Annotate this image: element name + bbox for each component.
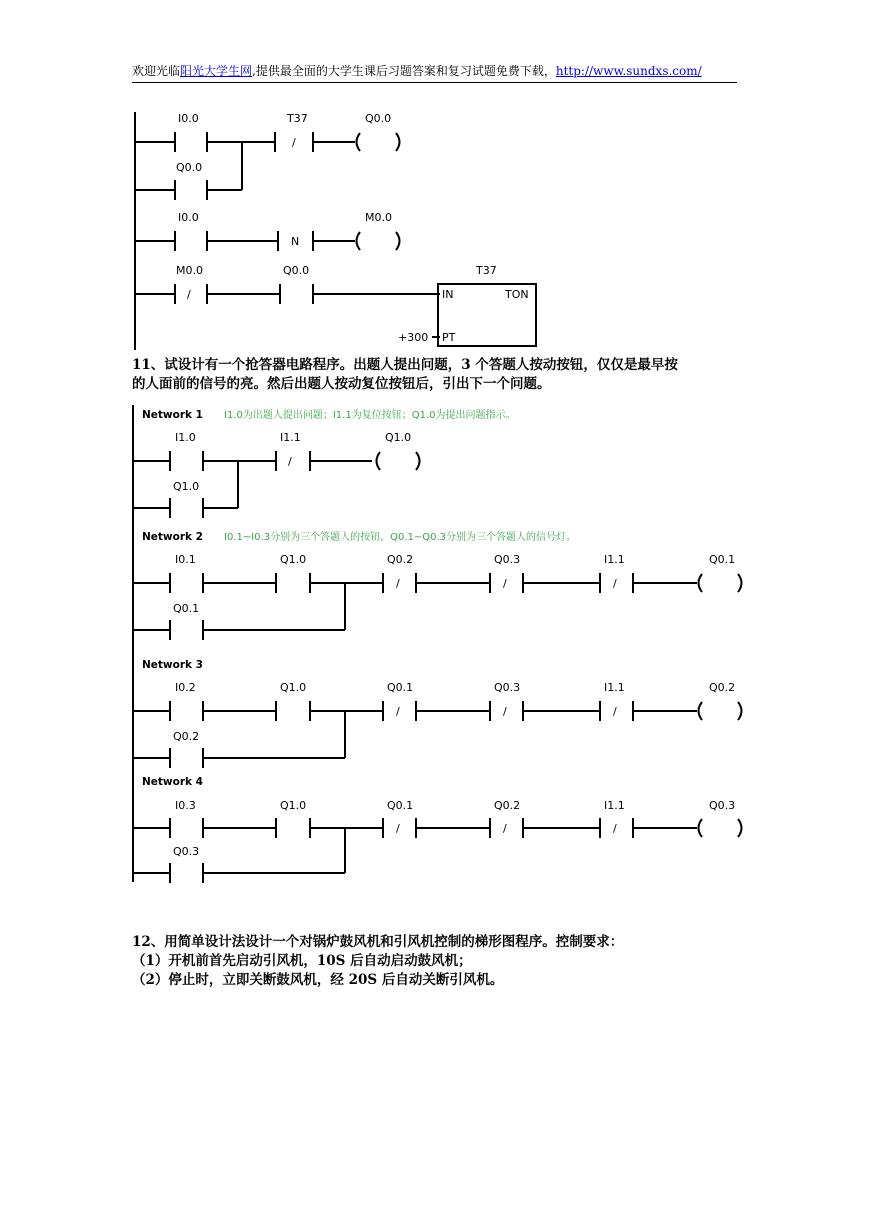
coil-right <box>738 819 742 837</box>
coil-right <box>416 452 420 470</box>
q12-line1: 12、用简单设计法设计一个对锅炉鼓风机和引风机控制的梯形图程序。控制要求： <box>132 934 624 950</box>
header-prefix: 欢迎光临 <box>132 64 181 78</box>
q11-line2: 的人面前的信号的亮。然后出题人按动复位按钮后，引出下一个问题。 <box>132 376 551 392</box>
network-title: Network 1 <box>142 409 203 421</box>
contact-label: I1.1 <box>280 431 301 444</box>
contact-label: Q1.0 <box>280 553 307 566</box>
contact-label: I1.1 <box>604 681 625 694</box>
coil-right <box>738 702 742 720</box>
nc-symbol: / <box>187 288 191 301</box>
timer-in: IN <box>442 288 454 301</box>
timer-contact-label: T37 <box>287 112 308 125</box>
contact-label: Q0.2 <box>494 799 521 812</box>
coil-left <box>377 452 381 470</box>
nc-symbol: / <box>503 577 507 590</box>
timer-pt: PT <box>442 331 456 344</box>
parallel-label: Q1.0 <box>173 480 200 493</box>
no-contact <box>133 451 276 471</box>
edge-symbol: N <box>291 235 300 248</box>
nc-symbol: / <box>396 705 400 718</box>
parallel-label: Q0.3 <box>173 845 200 858</box>
contact-label: I0.1 <box>175 553 196 566</box>
network-4 <box>133 776 742 883</box>
nc-contact <box>276 451 372 471</box>
contact-label: Q0.1 <box>387 799 414 812</box>
coil-left <box>699 702 703 720</box>
contact-label: Q0.3 <box>494 553 521 566</box>
network-title: Network 3 <box>142 659 203 671</box>
timer-label: T37 <box>476 264 497 277</box>
timer-type: TON <box>505 288 529 301</box>
contact-label: I0.3 <box>175 799 196 812</box>
nc-symbol: / <box>292 136 296 149</box>
q12-line2: （1）开机前首先启动引风机，10S 后自动启动鼓风机； <box>132 953 472 969</box>
site-link[interactable]: 阳光大学生网 <box>180 64 253 78</box>
network-title: Network 4 <box>142 776 203 788</box>
network-comment: I0.1~I0.3分别为三个答题人的按钮，Q0.1~Q0.3分别为三个答题人的信号灯。 <box>224 532 577 543</box>
nc-symbol: / <box>613 705 617 718</box>
site-url-link[interactable]: http://www.sundxs.com/ <box>555 64 702 78</box>
coil-label: Q1.0 <box>385 431 412 444</box>
coil-right <box>738 574 742 592</box>
nc-symbol: / <box>503 705 507 718</box>
coil-label: Q0.2 <box>709 681 736 694</box>
contact-label: I0.2 <box>175 681 196 694</box>
contact-label: Q0.0 <box>283 264 310 277</box>
parallel-label: Q0.0 <box>176 161 203 174</box>
nc-symbol: / <box>396 577 400 590</box>
contact-label: I0.0 <box>178 211 199 224</box>
parallel-label: Q0.2 <box>173 730 200 743</box>
q12-line3: （2）停止时，立即关断鼓风机，经 20S 后自动关断引风机。 <box>132 972 504 988</box>
coil-left <box>699 574 703 592</box>
coil-label: Q0.1 <box>709 553 736 566</box>
header-middle: ,提供最全面的大学生课后习题答案和复习试题免费下载， <box>252 64 556 78</box>
network-title: Network 2 <box>142 531 203 543</box>
contact-label: M0.0 <box>176 264 203 277</box>
contact-label: I1.1 <box>604 553 625 566</box>
coil-label: M0.0 <box>365 211 392 224</box>
contact-label: Q0.3 <box>494 681 521 694</box>
network-comment: I1.0为出题人提出问题；I1.1为复位按钮；Q1.0为提出问题指示。 <box>224 410 516 421</box>
network-3 <box>133 659 742 768</box>
timer-preset: +300 <box>398 331 429 344</box>
contact-label: Q0.2 <box>387 553 414 566</box>
contact-label: Q1.0 <box>280 799 307 812</box>
nc-symbol: / <box>613 577 617 590</box>
coil-label: Q0.0 <box>365 112 392 125</box>
contact-label: Q0.1 <box>387 681 414 694</box>
network-2 <box>133 530 742 640</box>
q11-line1: 11、试设计有一个抢答器电路程序。出题人提出问题，3 个答题人按动按钮，仅仅是最早按 <box>132 357 678 373</box>
contact-label: I0.0 <box>178 112 199 125</box>
coil-label: Q0.3 <box>709 799 736 812</box>
nc-symbol: / <box>613 822 617 835</box>
parallel-label: Q0.1 <box>173 602 200 615</box>
nc-symbol: / <box>396 822 400 835</box>
contact-label: Q1.0 <box>280 681 307 694</box>
question-12 <box>132 933 623 990</box>
coil-left <box>699 819 703 837</box>
nc-symbol: / <box>288 455 292 468</box>
nc-symbol: / <box>503 822 507 835</box>
contact-label: I1.0 <box>175 431 196 444</box>
contact-label: I1.1 <box>604 799 625 812</box>
